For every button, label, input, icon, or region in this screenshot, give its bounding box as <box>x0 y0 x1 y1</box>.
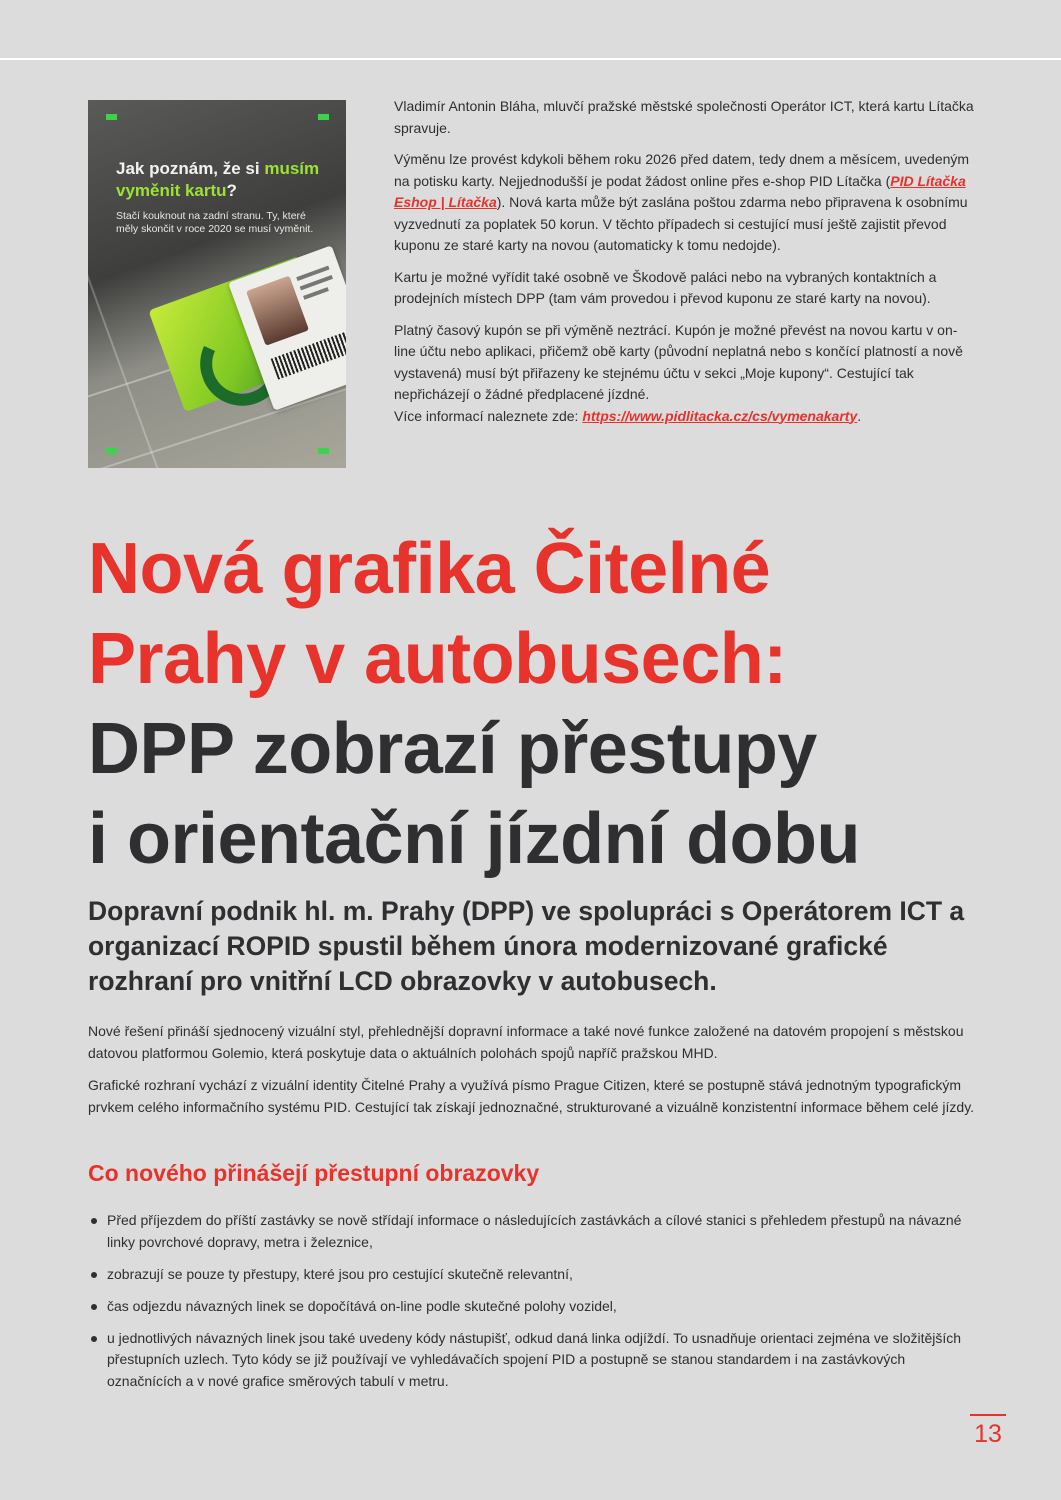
intro-paragraph <box>394 149 974 257</box>
page-number: 13 <box>970 1414 1006 1452</box>
corner-mark <box>318 448 329 454</box>
intro-column <box>394 96 974 427</box>
intro-text: Více informací naleznete zde: <box>394 407 583 424</box>
article-lead: Dopravní podnik hl. m. Prahy (DPP) ve spolupráci s Operátorem ICT a organizací ROPID spustil během února modernizované grafické rozhraní pro vnitřní LCD obrazovky v autobusech. <box>88 896 965 996</box>
headline-line: i orientační jízdní dobu <box>88 799 860 879</box>
top-divider <box>0 58 1061 60</box>
intro-paragraph <box>394 320 974 428</box>
list-item: u jednotlivých návazných linek jsou také uvedeny kódy nástupišť, odkud daná linka odjíždí. To usnadňuje orientaci zejména ve složitějších přestupních uzlech. Tyto kódy se již používají ve vyhledávačích spojení PID a postupně se stanou standardem i na zastávkových označnících a v nové grafice směrových tabulí v metru. <box>88 1328 978 1393</box>
section-subheading: Co nového přinášejí přestupní obrazovky <box>88 1160 540 1186</box>
tile-line <box>88 267 174 468</box>
poster-heading-text: Jak poznám, že si <box>116 159 265 178</box>
poster-heading-accent: vyměnit kartu <box>116 181 227 200</box>
body-paragraph: Grafické rozhraní vychází z vizuální identity Čitelné Prahy a využívá písmo Prague Citizen, které se postupně stává jednotným typografickým prvkem celého informačního systému PID. Cestující tak získají jednoznačné, strukturované a vizuálně konzistentní informace během celé jízdy. <box>88 1077 975 1115</box>
poster-heading <box>116 158 341 202</box>
headline-line: DPP zobrazí přestupy <box>88 709 817 789</box>
list-item: čas odjezdu návazných linek se dopočítává on-line podle skutečné polohy vozidel, <box>88 1296 978 1318</box>
intro-paragraph: Kartu je možné vyřídit také osobně ve Škodově paláci nebo na vybraných kontaktních a prodejních místech DPP (tam vám provedou i převod kuponu ze staré karty na novou). <box>394 268 937 306</box>
intro-text: ). Nová karta může být zaslána poštou zdarma nebo připravena k osobnímu vyzvednutí za poplatek 50 korun. V těchto případech si cestující musí ještě zajistit převod kuponu ze staré karty na novou (automaticky k tomu nedojde). <box>394 194 968 253</box>
poster-heading-text: ? <box>226 181 237 200</box>
feature-list <box>88 1210 978 1403</box>
more-info-link[interactable]: https://www.pidlitacka.cz/cs/vymenakarty <box>582 407 858 424</box>
list-item: zobrazují se pouze ty přestupy, které jsou pro cestující skutečně relevantní, <box>88 1264 978 1286</box>
card-text-line <box>303 287 329 300</box>
article-headline <box>88 524 1028 884</box>
corner-mark <box>106 448 117 454</box>
body-paragraph: Nové řešení přináší sjednocený vizuální styl, přehlednější dopravní informace a také nové funkce založené na datovém propojení s městskou datovou platformou Golemio, která poskytuje data o aktuálních polohách spojů napříč pražskou MHD. <box>88 1023 964 1061</box>
article-body <box>88 1021 978 1129</box>
intro-paragraph: Vladimír Antonin Bláha, mluvčí pražské městské společnosti Operátor ICT, která kartu Lítačka spravuje. <box>394 98 974 136</box>
headline-line: Prahy v autobusech: <box>88 619 787 699</box>
list-item: Před příjezdem do příští zastávky se nově střídají informace o následujících zastávkách a cílové stanici s přehledem přestupů na návazné linky povrchové dopravy, metra i železnice, <box>88 1210 978 1253</box>
intro-text: Výměnu lze provést kdykoli během roku 2026 před datem, tedy dnem a měsícem, uvedeným na potisku karty. Nejjednodušší je podat žádost online přes e-shop PID Lítačka ( <box>394 151 970 189</box>
corner-mark <box>318 114 329 120</box>
corner-mark <box>106 114 117 120</box>
eshop-link[interactable]: PID Lítačka Eshop | Lítačka <box>394 172 966 210</box>
intro-text: . <box>857 407 862 424</box>
headline-line: Nová grafika Čitelné <box>88 529 771 609</box>
poster-subtext: Stačí kouknout na zadní stranu. Ty, které měly skončit v roce 2020 se musí vyměnit. <box>116 210 314 235</box>
poster-heading-accent: musím <box>264 159 320 178</box>
intro-text: Platný časový kupón se při výměně neztrácí. Kupón je možné převést na novou kartu v on-line účtu nebo aplikaci, přičemž obě karty (původní neplatná nebo s končící platností a nově vystavená) musí být přiřazeny ke stejnému účtu v sekci „Moje kupony“. Cestující tak nepřicházejí o žádné předplacené jízdné. <box>394 321 963 402</box>
litacka-card-photo <box>88 100 346 468</box>
